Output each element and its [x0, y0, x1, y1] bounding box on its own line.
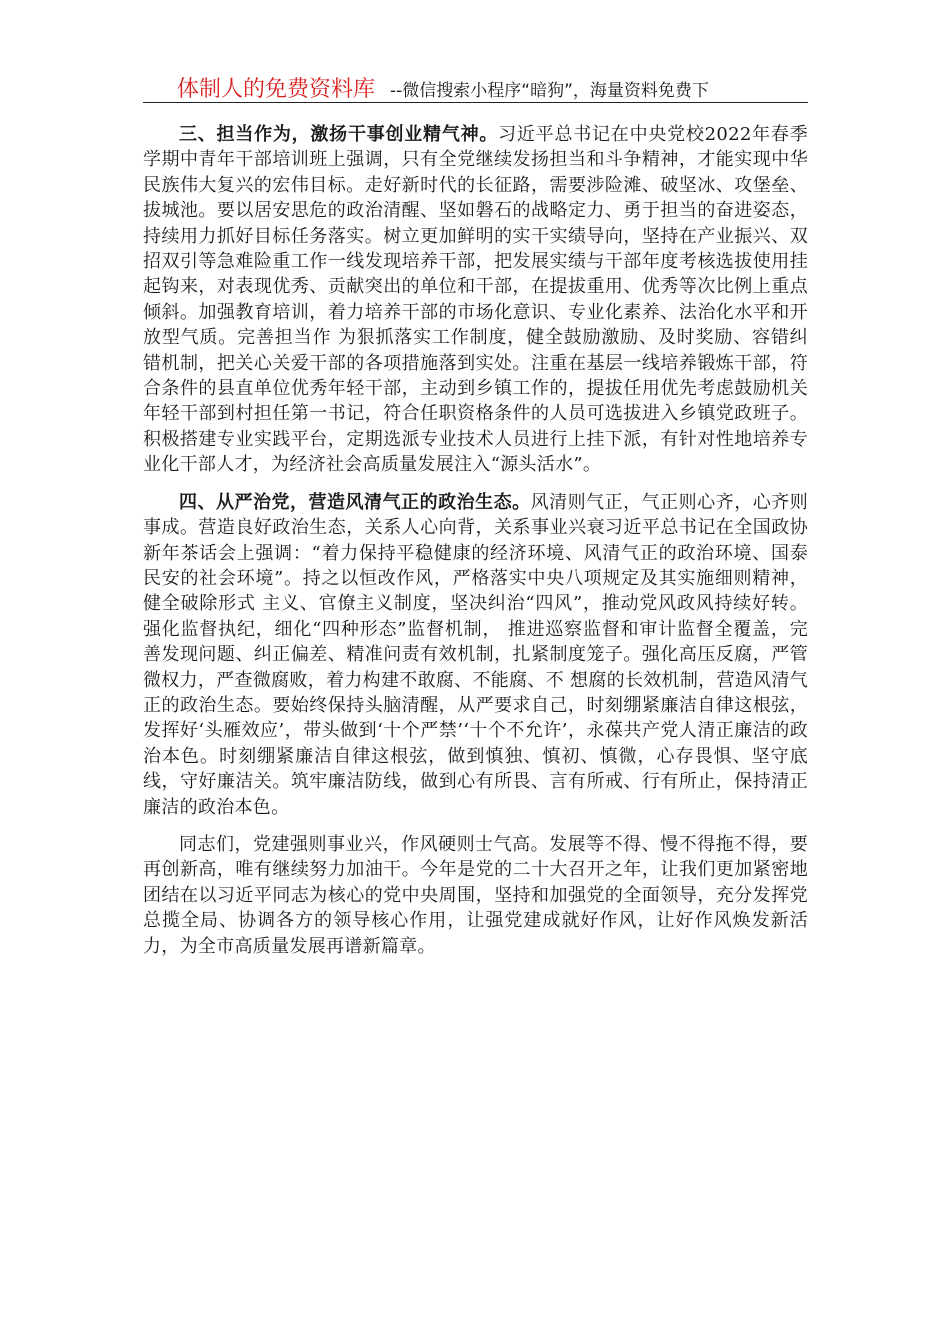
page-header [143, 70, 808, 103]
paragraph-section-four [143, 490, 808, 820]
section-four-heading: 四、从严治党，营造风清气正的政治生态。 [179, 491, 531, 513]
section-three-heading: 三、担当作为，激扬干事创业精气神。 [179, 124, 499, 145]
header-subtitle: --微信搜索小程序“暗狗”，海量资料免费下 [390, 81, 709, 101]
paragraph-section-three [143, 122, 808, 478]
closing-text: 同志们，党建强则事业兴，作风硬则士气高。发展等不得、慢不得拖不得，要再创新高，唯有继续努力加油干。今年是党的二十大召开之年，让我们更加紧密地团结在以习近平同志为核心的党中央周围，坚持和加强党的全面领导，充分发挥党总揽全局、协调各方的领导核心作用，让强党建成就好作风，让好作风焕发新活力，为全市高质量发展再谱新篇章。 [143, 833, 808, 957]
paragraph-closing [143, 832, 808, 959]
document-body [143, 122, 808, 971]
section-four-text: 风清则气正，气正则心齐，心齐则事成。营造良好政治生态，关系人心向背，关系事业兴衰习近平总书记在全国政协新年茶话会上强调：“着力保持平稳健康的经济环境、风清气正的政治环境、国泰民安的社会环境”。持之以恒改作风，严格落实中央八项规定及其实施细则精神，健全破除形式 主义、官僚主义制度，坚决纠治“四风”，推动党风政风持续好转。强化监督执纪，细化“四种形态”监督机制， 推进巡察监督和审计监督全覆盖，完善发现问题、纠正偏差、精准问责有效机制，扎紧制度笼子。强化高压反腐，严管微权力，严查微腐败，着力构建不敢腐、不能腐、不 想腐的长效机制，营造风清气正的政治生态。要始终保持头脑清醒，从严要求自己，时刻绷紧廉洁自律这根弦，发挥好‘头雁效应’，带头做到‘十个严禁’‘十个不允许’，永葆共产党人清正廉洁的政治本色。时刻绷紧廉洁自律这根弦，做到慎独、慎初、慎微，心存畏惧、坚守底线，守好廉洁关。筑牢廉洁防线，做到心有所畏、言有所戒、行有所止，保持清正廉洁的政治本色。 [143, 491, 809, 818]
header-brand: 体制人的免费资料库 [177, 77, 376, 102]
section-three-text: 习近平总书记在中央党校2022年春季学期中青年干部培训班上强调，只有全党继续发扬担当和斗争精神，才能实现中华民族伟大复兴的宏伟目标。走好新时代的长征路，需要涉险滩、破坚冰、攻堡垒、拔城池。要以居安思危的政治清醒、坚如磐石的战略定力、勇于担当的奋进姿态，持续用力抓好目标任务落实。树立更加鲜明的实干实绩导向，坚持在产业振兴、双招双引等急难险重工作一线发现培养干部，把发展实绩与干部年度考核选拔使用挂起钩来，对表现优秀、贡献突出的单位和干部，在提拔重用、优秀等次比例上重点倾斜。加强教育培训，着力培养干部的市场化意识、专业化素养、法治化水平和开放型气质。完善担当作 为狠抓落实工作制度，健全鼓励激励、及时奖励、容错纠 错机制，把关心关爱干部的各项措施落到实处。注重在基层一线培养锻炼干部，符合条件的县直单位优秀年轻干部，主动到乡镇工作的，提拔任用优先考虑鼓励机关年轻干部到村担任第一书记，符合任职资格条件的人员可选拔进入乡镇党政班子。积极搭建专业实践平台，定期选派专业技术人员进行上挂下派，有针对性地培养专业化干部人才，为经济社会高质量发展注入“源头活水”。 [143, 124, 808, 476]
